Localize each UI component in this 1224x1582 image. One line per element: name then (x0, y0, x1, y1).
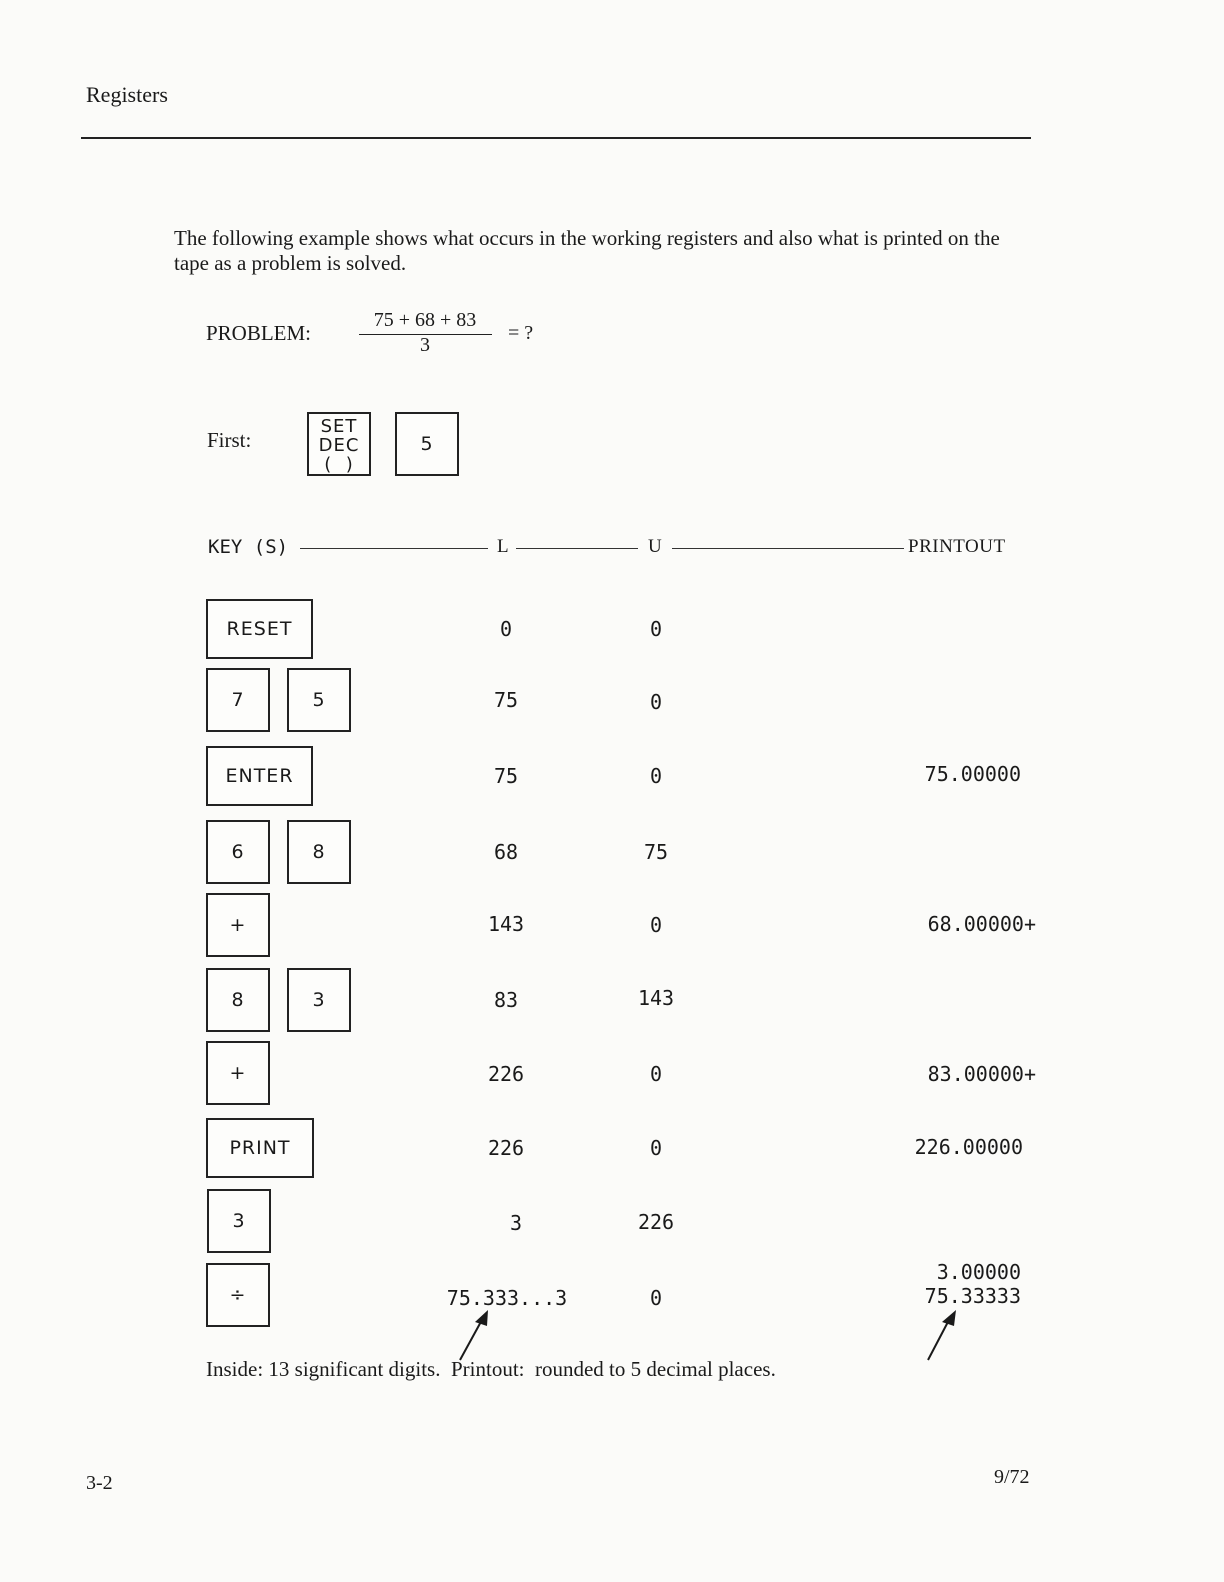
digit-key-3: 3 (287, 968, 351, 1032)
set-dec-key-line1: SET (320, 415, 358, 437)
footnote: Inside: 13 significant digits. Printout: rounded to 5 decimal places. (206, 1357, 776, 1381)
revision-date: 9/72 (994, 1466, 1030, 1488)
u-value: 143 (637, 986, 675, 1010)
fraction-equals: = ? (508, 322, 534, 344)
section-title: Registers (86, 82, 168, 107)
l-value: 75.333...3 (446, 1286, 568, 1310)
digit-key-5: 5 (287, 668, 351, 732)
printout-value-result: 75.33333 (924, 1284, 1021, 1308)
l-value: 75 (493, 688, 519, 712)
digit-key-7: 7 (206, 668, 270, 732)
digit-key-8: 8 (287, 820, 351, 884)
col-header-keys: KEY (S) (208, 536, 289, 558)
l-value: 226 (487, 1136, 525, 1160)
set-dec-key (307, 412, 371, 476)
l-value: 75 (493, 764, 519, 788)
u-value: 0 (649, 1286, 663, 1310)
col-header-u: U (648, 536, 662, 557)
l-value: 226 (487, 1062, 525, 1086)
u-value: 0 (649, 764, 663, 788)
u-value: 0 (649, 913, 663, 937)
printout-value: 3.00000 (936, 1260, 1021, 1284)
print-key: PRINT (206, 1118, 314, 1178)
col-header-printout: PRINTOUT (908, 536, 1006, 557)
leader-line-keys-l (300, 548, 488, 549)
printout-value: 68.00000+ (927, 912, 1036, 936)
l-value: 143 (487, 912, 525, 936)
fraction-denominator: 3 (420, 334, 430, 356)
l-value: 68 (493, 840, 519, 864)
intro-paragraph: The following example shows what occurs in the working registers and also what is printed on the tape as a problem is solved. (174, 226, 1000, 275)
digit-key-8: 8 (206, 968, 270, 1032)
u-value: 75 (643, 840, 669, 864)
set-dec-key-line3: ( ) (324, 453, 354, 475)
u-value: 0 (649, 1136, 663, 1160)
l-value: 0 (499, 617, 513, 641)
enter-key: ENTER (206, 746, 313, 806)
u-value: 0 (649, 617, 663, 641)
plus-key: + (206, 1041, 270, 1105)
u-value: 0 (649, 1062, 663, 1086)
u-value: 226 (637, 1210, 675, 1234)
leader-line-l-u (516, 548, 638, 549)
l-value: 83 (493, 988, 519, 1012)
problem-label: PROBLEM: (206, 321, 312, 345)
digit-key-6: 6 (206, 820, 270, 884)
set-dec-key-line2: DEC (318, 434, 360, 456)
l-value: 3 (509, 1211, 523, 1235)
u-value: 0 (649, 690, 663, 714)
header-divider (81, 137, 1031, 139)
fraction-numerator: 75 + 68 + 83 (373, 309, 477, 331)
plus-key: + (206, 893, 270, 957)
page-number: 3-2 (86, 1472, 113, 1494)
arrow-icon-inside (455, 1308, 500, 1363)
printout-value: 75.00000 (924, 762, 1021, 786)
arrow-icon-printout (920, 1308, 965, 1363)
col-header-l: L (497, 536, 509, 557)
reset-key: RESET (206, 599, 313, 659)
first-label: First: (207, 428, 252, 452)
digit-key-3: 3 (207, 1189, 271, 1253)
digit-key-first: 5 (395, 412, 459, 476)
printout-value: 83.00000+ (927, 1062, 1036, 1086)
printout-value: 226.00000 (914, 1135, 1023, 1159)
divide-key: ÷ (206, 1263, 270, 1327)
leader-line-u-printout (672, 548, 904, 549)
